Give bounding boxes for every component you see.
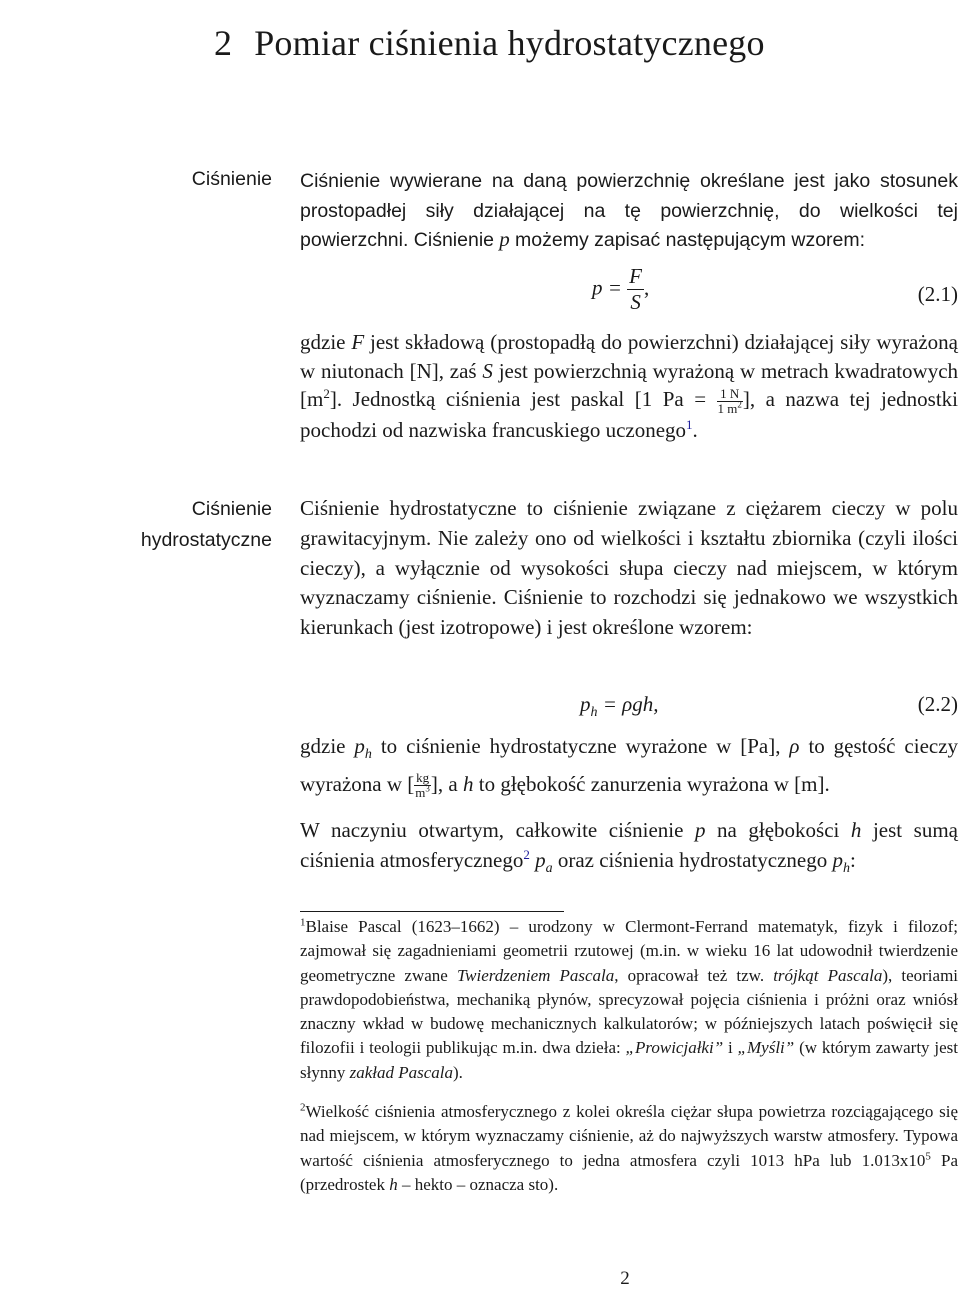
fraction-kg-per-m3: $\frac{kg}{m^3}$ <box>415 770 430 801</box>
hydrostatic-symbols-paragraph: gdzie $p_h$ to ciśnienie hydrostatyczne wyrażone w [Pa], ρ to gęstość cieczy wyrażona w [ $\frac{kg}{m^3}$ ], a h to głębokość zanurzenia wyrażona w [m]. <box>300 734 959 801</box>
chapter-heading <box>214 22 765 64</box>
pressure-units-paragraph: gdzie F jest składową (prostopadłą do powierzchni) działającej siły wyrażoną w niutonach [N], zaś S jest powierzchnią wyrażoną w metrach kwadratowych $[m^2]$. Jednostką ciśnienia jest paskal [1 Pa = $\frac{1 N}{1 m^2}$ ], a nazwa tej jednostki pochodzi od nazwiska francuskiego uczonego$^1$. <box>300 330 959 442</box>
footnote-divider <box>300 911 564 912</box>
equation-2-2: $p_h = \rho gh$, (2.2) <box>580 692 958 721</box>
margin-note-hydrostatic: Ciśnienie hydrostatyczne <box>140 498 272 551</box>
footnote-ref-2[interactable]: 2 <box>523 846 530 862</box>
fraction-F-over-S: $\frac{F}{S}$ <box>629 264 642 314</box>
hydrostatic-definition-paragraph: Ciśnienie hydrostatyczne to ciśnienie związane z ciężarem cieczy w polu grawitacyjnym. Nie zależy ono od wielkości i kształtu zbiornika (czyli ilości cieczy), a wyłącznie od wysokości słupa cieczy nad miejscem, w którym wyznaczamy ciśnienie. Ciśnienie to rozchodzi się jednakowo we wszystkich kierunkach (jest izotropowe) i jest określone wzorem: <box>300 496 958 640</box>
equation-label: (2.1) <box>917 282 958 306</box>
equation-2-1: p = $\frac{F}{S}$ , (2.1) <box>592 264 958 314</box>
margin-note-pressure: Ciśnienie <box>191 168 272 190</box>
pressure-definition-paragraph: Ciśnienie wywierane na daną powierzchnię określane jest jako stosunek prostopadłej siły działającej na tę powierzchnię, do wielkości tej powierzchni. Ciśnienie p możemy zapisać następującym wzorem: <box>300 170 958 251</box>
footnote-ref-1[interactable]: 1 <box>686 416 693 432</box>
footnote-2: $^2$Wielkość ciśnienia atmosferycznego z kolei określa ciężar słupa powietrza rozciągającego się nad miejscem, w którym wyznaczamy ciśnienie, aż do najwyższych warstw atmosfery. Typowa wartość ciśnienia atmosferycznego to jedna atmosfera czyli 1013 hPa lub $1.013x10^5$ Pa (przedrostek h – hekto – oznacza sto). <box>300 1101 958 1194</box>
footnote-1: $^1$Blaise Pascal (1623–1662) – urodzony w Clermont-Ferrand matematyk, fizyk i filozof; zajmował się zagadnieniami geometrii rzutowej (m.in. w wieku 16 lat udowodnił twierdzenie geometryczne zwane Twierdzeniem Pascala, opracował też tzw. trójkąt Pascala), teoriami prawdopodobieństwa, mechaniką płynów, sprecyzował pojęcia ciśnienia i próżni oraz wniósł znaczny wkład w budowę mechanicznych kalkulatorów; w późniejszych latach poświęcił się filozofii i teologii publikując m.in. dwa dzieła: „Prowicjałki” i „Myśli” (w którym zawarty jest słynny zakład Pascala). <box>300 916 959 1082</box>
chapter-number: 2 <box>214 23 233 63</box>
chapter-title: Pomiar ciśnienia hydrostatycznego <box>254 23 765 63</box>
fraction-newton-per-m2: $\frac{1 N}{1 m^2}$ <box>717 385 742 416</box>
footnote-mark: 2 <box>300 1101 306 1114</box>
total-pressure-paragraph: W naczyniu otwartym, całkowite ciśnienie p na głębokości h jest sumą ciśnienia atmosferycznego$^2$ $p_a$ oraz ciśnienia hydrostatycznego $p_h$: <box>300 818 959 876</box>
footnote-mark: 1 <box>300 916 306 929</box>
page-number: 2 <box>620 1268 630 1289</box>
equation-label: (2.2) <box>917 692 958 716</box>
